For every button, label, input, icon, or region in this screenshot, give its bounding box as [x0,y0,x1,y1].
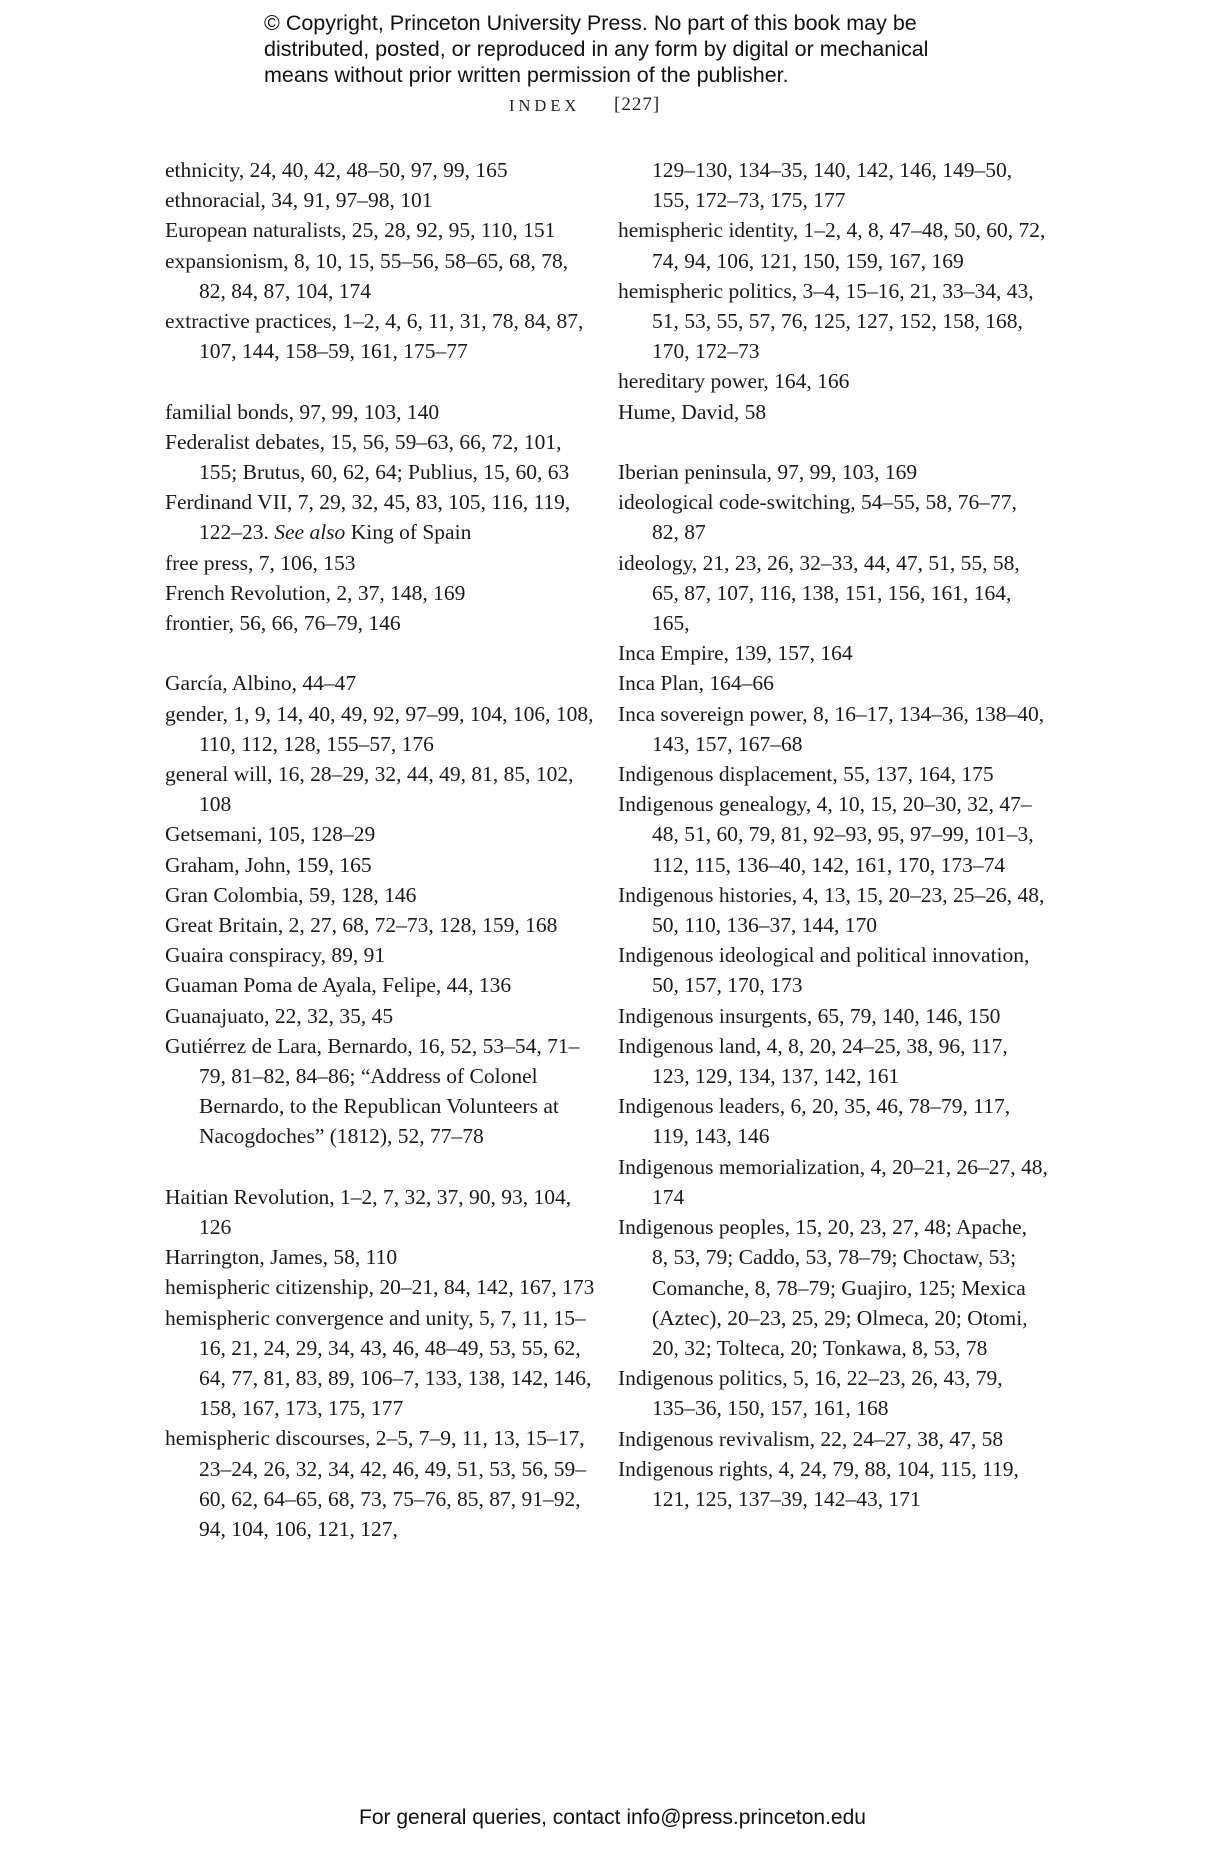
index-entry: ideological code-switching, 54–55, 58, 76–77, 82, 87 [618,490,1017,545]
index-entry: Indigenous revivalism, 22, 24–27, 38, 47, 58 [618,1426,1004,1451]
index-entry: García, Albino, 44–47 [165,671,357,696]
index-entry: free press, 7, 106, 153 [165,550,356,575]
index-column-right [618,155,1048,1514]
entry-text: King of Spain [345,520,472,545]
index-entry: hemispheric politics, 3–4, 15–16, 21, 33–34, 43, 51, 53, 55, 57, 76, 125, 127, 152, 158, 168, 170, 172–73 [618,278,1034,364]
see-also-reference: See also [274,520,346,545]
index-entry: Inca Empire, 139, 157, 164 [618,641,853,666]
index-entry: Inca Plan, 164–66 [618,671,774,696]
index-entry: Federalist debates, 15, 56, 59–63, 66, 72, 101, 155; Brutus, 60, 62, 64; Publius, 15, 60, 63 [165,429,570,485]
index-entry: hemispheric citizenship, 20–21, 84, 142, 167, 173 [165,1275,595,1300]
index-entry: Indigenous land, 4, 8, 20, 24–25, 38, 96, 117, 123, 129, 134, 137, 142, 161 [618,1033,1008,1089]
index-entry: Indigenous displacement, 55, 137, 164, 175 [618,762,994,787]
index-entry: hemispheric identity, 1–2, 4, 8, 47–48, 50, 60, 72, 74, 94, 106, 121, 150, 159, 167, 169 [618,218,1046,273]
index-entry: Great Britain, 2, 27, 68, 72–73, 128, 159, 168 [165,913,558,938]
index-entry: Indigenous ideological and political innovation, 50, 157, 170, 173 [618,943,1030,998]
index-entry: hemispheric convergence and unity, 5, 7, 11, 15–16, 21, 24, 29, 34, 43, 46, 48–49, 53, 55, 62, 64, 77, 81, 83, 89, 106–7, 133, 138, 142, 146, 158, 167, 173, 175, 177 [165,1305,592,1421]
index-entry: Iberian peninsula, 97, 99, 103, 169 [618,460,918,485]
letter-group-gap [165,638,595,668]
index-entry: frontier, 56, 66, 76–79, 146 [165,611,401,636]
running-head-title: INDEX [509,96,581,115]
footer-contact: For general queries, contact info@press.princeton.edu [359,1806,866,1829]
index-entry: Indigenous peoples, 15, 20, 23, 27, 48; Apache, 8, 53, 79; Caddo, 53, 78–79; Choctaw, 53; Comanche, 8, 78–79; Guajiro, 125; Mexica (Aztec), 20–23, 25, 29; Olmeca, 20; Otomi, 20, 32; Tolteca, 20; Tonkawa, 8, 53, 78 [618,1215,1028,1360]
copyright-line: © Copyright, Princeton University Press. No part of this book may be [264,11,917,35]
index-entry: hereditary power, 164, 166 [618,369,850,394]
index-entry: familial bonds, 97, 99, 103, 140 [165,399,440,424]
index-entry-continued: 129–130, 134–35, 140, 142, 146, 149–50, 155, 172–73, 175, 177 [652,158,1013,213]
index-entry: European naturalists, 25, 28, 92, 95, 110, 151 [165,218,556,243]
index-entry: Gutiérrez de Lara, Bernardo, 16, 52, 53–54, 71–79, 81–82, 84–86; “Address of Colonel Bernardo, to the Republican Volunteers at Nacogdoches” (1812), 52, 77–78 [165,1033,580,1149]
index-entry: ethnoracial, 34, 91, 97–98, 101 [165,188,433,213]
index-entry: hemispheric discourses, 2–5, 7–9, 11, 13, 15–17, 23–24, 26, 32, 34, 42, 46, 49, 51, 53, 56, 59–60, 62, 64–65, 68, 73, 75–76, 85, 87, 91–92, 94, 104, 106, 121, 127, [165,1426,586,1542]
copyright-notice [264,10,1024,88]
index-entry: gender, 1, 9, 14, 40, 49, 92, 97–99, 104, 106, 108, 110, 112, 128, 155–57, 176 [165,701,594,756]
index-entry: Haitian Revolution, 1–2, 7, 32, 37, 90, 93, 104, 126 [165,1184,572,1240]
index-entry [165,487,595,547]
letter-group-gap [165,366,595,396]
index-entry: Harrington, James, 58, 110 [165,1245,398,1270]
index-entry: Indigenous genealogy, 4, 10, 15, 20–30, 32, 47–48, 51, 60, 79, 81, 92–93, 95, 97–99, 101–3, 112, 115, 136–40, 142, 161, 170, 173–74 [618,792,1034,877]
index-entry: Graham, John, 159, 165 [165,852,372,877]
index-entry: Indigenous politics, 5, 16, 22–23, 26, 43, 79, 135–36, 150, 157, 161, 168 [618,1366,1003,1421]
index-column-left [165,155,595,1544]
index-entry: Indigenous histories, 4, 13, 15, 20–23, 25–26, 48, 50, 110, 136–37, 144, 170 [618,882,1045,938]
index-entry: Guaira conspiracy, 89, 91 [165,943,386,968]
index-entry: French Revolution, 2, 37, 148, 169 [165,580,466,605]
page-number: [227] [614,94,661,115]
index-entry: general will, 16, 28–29, 32, 44, 49, 81, 85, 102, 108 [165,762,574,817]
letter-group-gap [618,427,1048,457]
entry-text: Ferdinand VII, 7, 29, 32, 45, 83, 105, 116, 119, 122–23. [165,490,571,545]
index-entry: Getsemani, 105, 128–29 [165,822,376,847]
index-entry: Indigenous rights, 4, 24, 79, 88, 104, 115, 119, 121, 125, 137–39, 142–43, 171 [618,1456,1019,1511]
index-entry: Indigenous memorialization, 4, 20–21, 26–27, 48, 174 [618,1154,1048,1209]
index-entry: Inca sovereign power, 8, 16–17, 134–36, 138–40, 143, 157, 167–68 [618,701,1045,756]
index-entry: Hume, David, 58 [618,399,767,424]
index-entry: Guanajuato, 22, 32, 35, 45 [165,1003,394,1028]
index-entry: ethnicity, 24, 40, 42, 48–50, 97, 99, 165 [165,158,508,182]
letter-group-gap [165,1152,595,1182]
index-entry: Gran Colombia, 59, 128, 146 [165,882,417,907]
index-entry: Indigenous insurgents, 65, 79, 140, 146, 150 [618,1003,1001,1028]
index-entry: expansionism, 8, 10, 15, 55–56, 58–65, 68, 78, 82, 84, 87, 104, 174 [165,248,569,303]
index-entry: Indigenous leaders, 6, 20, 35, 46, 78–79, 117, 119, 143, 146 [618,1094,1011,1149]
copyright-line: means without prior written permission of the publisher. [264,63,789,87]
copyright-line: distributed, posted, or reproduced in any form by digital or mechanical [264,37,929,61]
index-entry: extractive practices, 1–2, 4, 6, 11, 31, 78, 84, 87, 107, 144, 158–59, 161, 175–77 [165,309,584,364]
index-entry: ideology, 21, 23, 26, 32–33, 44, 47, 51, 55, 58, 65, 87, 107, 116, 138, 151, 156, 161, 164, 165, [618,550,1020,636]
index-entry: Guaman Poma de Ayala, Felipe, 44, 136 [165,973,512,998]
